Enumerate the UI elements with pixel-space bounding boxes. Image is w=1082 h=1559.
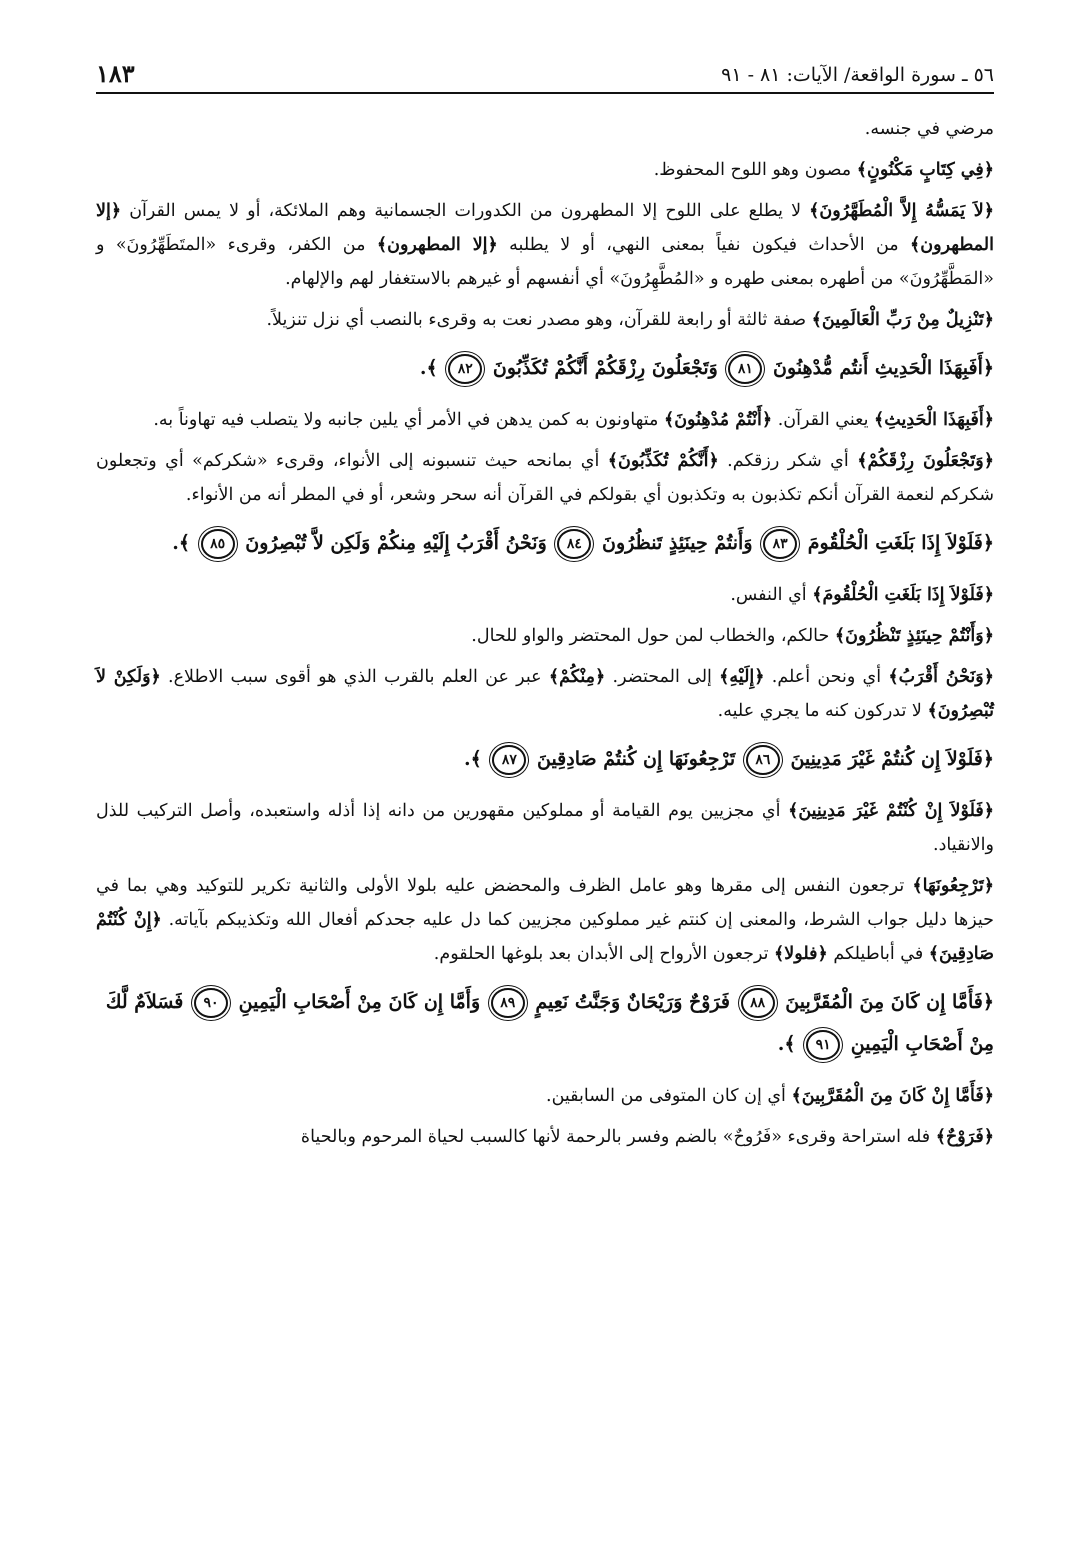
quoted-verse-phrase: ﴿فِي كِتَابٍ مَكْنُونٍ﴾ <box>856 160 994 180</box>
commentary-text: إلى المحتضر. <box>605 667 720 687</box>
quoted-verse-phrase: ﴿أَفَبِهَذَا الْحَدِيثِ﴾ <box>874 410 994 430</box>
verse-block-86-87 <box>96 738 994 780</box>
verse-block-81-82 <box>96 347 994 389</box>
page-number: ١٨٣ <box>96 59 135 88</box>
commentary-text: مصون وهو اللوح المحفوظ. <box>653 160 857 180</box>
ayah-number-marker: ٨٦ <box>746 745 780 775</box>
commentary-text: أي ونحن أعلم. <box>764 667 889 687</box>
ayah-number-marker: ٨٨ <box>741 988 775 1018</box>
verse-text: ﴿فَلَوْلاَ إِن كُنتُمْ غَيْرَ مَدِينِينَ <box>790 748 994 770</box>
quoted-verse-phrase: ﴿تَنْزِيلٌ مِنْ رَبِّ الْعَالَمِينَ﴾ <box>811 310 994 330</box>
commentary-text: يعني القرآن. <box>772 410 875 430</box>
running-title: ٥٦ ـ سورة الواقعة/ الآيات: ٨١ - ٩١ <box>721 64 994 86</box>
commentary-paragraph <box>96 1120 994 1154</box>
page-body <box>96 112 994 1161</box>
commentary-paragraph <box>96 194 994 296</box>
commentary-paragraph <box>96 444 994 512</box>
quoted-verse-phrase: ﴿فَلَوْلاَ إِذَا بَلَغَتِ الْحُلْقُومَ﴾ <box>812 585 994 605</box>
commentary-paragraph <box>96 112 994 146</box>
verse-end: ﴾. <box>172 532 190 554</box>
verse-block-88-91 <box>96 981 994 1065</box>
commentary-paragraph <box>96 303 994 337</box>
commentary-paragraph <box>96 660 994 728</box>
commentary-text: لا تدركون كنه ما يجري عليه. <box>717 701 928 721</box>
commentary-text: عبر عن العلم بالقرب الذي هو أقوى سبب الاطلاع. <box>160 667 549 687</box>
quoted-verse-phrase: ﴿وَنَحْنُ أَقْرَبُ﴾ <box>888 667 994 687</box>
ayah-number-marker: ٨٢ <box>448 354 482 384</box>
quoted-verse-phrase: ﴿فَرَوْحٌ﴾ <box>935 1127 994 1147</box>
verse-text: وَتَجْعَلُونَ رِزْقَكُمْ أَنَّكُمْ تُكَذِّبُونَ <box>492 357 718 379</box>
ayah-number-marker: ٨٥ <box>201 529 235 559</box>
ayah-number-marker: ٨٤ <box>557 529 591 559</box>
quoted-verse-phrase: ﴿إِنْ كُنْتُمْ صَادِقِينَ﴾ <box>96 910 994 964</box>
ayah-number-marker: ٨١ <box>728 354 762 384</box>
ayah-number-marker: ٨٧ <box>492 745 526 775</box>
verse-text: وَنَحْنُ أَقْرَبُ إِلَيْهِ مِنكُمْ وَلَكِن لاَّ تُبْصِرُونَ <box>245 532 547 554</box>
commentary-text: أي بمانحه حيث تنسبونه إلى الأنواء، وقرىء «شكركم» أي وتجعلون شكركم لنعمة القرآن أنكم تكذبون به وتكذبون أي بقولكم في القرآن أنه سحر وشعر، أو في المطر أنه من الأنواء. <box>96 451 994 505</box>
quoted-verse-phrase: ﴿فَأَمَّا إِنْ كَانَ مِنَ الْمُقَرَّبِينَ﴾ <box>791 1086 994 1106</box>
commentary-group-5 <box>96 1079 994 1154</box>
quoted-verse-phrase: ﴿وَتَجْعَلُونَ رِزْقَكُمْ﴾ <box>857 451 994 471</box>
commentary-group-1 <box>96 112 994 337</box>
commentary-text: ترجعون الأرواح إلى الأبدان بعد بلوغها الحلقوم. <box>433 944 775 964</box>
quoted-verse-phrase: ﴿مِنْكُمْ﴾ <box>548 667 606 687</box>
commentary-paragraph <box>96 794 994 862</box>
verse-end: ﴾. <box>777 1033 796 1055</box>
ayah-number-marker: ٩١ <box>806 1030 840 1060</box>
page-header <box>96 52 994 94</box>
quoted-verse-phrase: ﴿فلولا﴾ <box>774 944 828 964</box>
commentary-group-4 <box>96 794 994 971</box>
commentary-paragraph <box>96 1079 994 1113</box>
quoted-verse-phrase: ﴿وَلَكِنْ لاَ تُبْصِرُونَ﴾ <box>96 667 994 721</box>
quoted-verse-phrase: ﴿أَنَّكُمْ تُكَذِّبُونَ﴾ <box>607 451 719 471</box>
commentary-paragraph <box>96 869 994 971</box>
verse-end: ﴾. <box>463 748 482 770</box>
quoted-verse-phrase: ﴿إلا المطهرون﴾ <box>376 235 498 255</box>
commentary-text: من الكفر، وقرىء «المتَطَهِّرُونَ» و «المَطَّهِّرُونَ» من أطهره بمعنى طهره و «المُطَّهِرُونَ» أي أنفسهم أو غيرهم بالاستغفار لهم والإلهام. <box>96 235 994 289</box>
quoted-verse-phrase: ﴿إلا المطهرون﴾ <box>96 201 994 255</box>
verse-text: فَسَلاَمٌ لَّكَ مِنْ أَصْحَابِ الْيَمِينِ <box>105 991 994 1055</box>
commentary-paragraph <box>96 153 994 187</box>
quoted-verse-phrase: ﴿أَنْتُمْ مُدْهِنُونَ﴾ <box>663 410 773 430</box>
verse-text: ﴿أَفَبِهَذَا الْحَدِيثِ أَنتُم مُّدْهِنُونَ <box>773 357 994 379</box>
commentary-text: مرضي في جنسه. <box>864 119 994 139</box>
quoted-verse-phrase: ﴿إِلَيْهِ﴾ <box>719 667 765 687</box>
quoted-verse-phrase: ﴿تَرْجِعُونَهَا﴾ <box>912 876 994 896</box>
verse-text: ﴿فَأَمَّا إِن كَانَ مِنَ الْمُقَرَّبِينَ <box>785 991 994 1013</box>
ayah-number-marker: ٩٠ <box>194 988 228 1018</box>
verse-end: ﴾. <box>419 357 438 379</box>
commentary-group-3 <box>96 578 994 728</box>
verse-text: وَأَنتُمْ حِينَئِذٍ تَنظُرُونَ <box>602 532 753 554</box>
commentary-text: في أباطيلكم <box>827 944 929 964</box>
commentary-text: أي النفس. <box>730 585 813 605</box>
verse-text: ﴿فَلَوْلاَ إِذَا بَلَغَتِ الْحُلْقُومَ <box>807 532 994 554</box>
ayah-number-marker: ٨٩ <box>491 988 525 1018</box>
commentary-text: فله استراحة وقرىء «فَرُوحٌ» بالضم وفسر بالرحمة لأنها كالسبب لحياة المرحوم وبالحياة <box>300 1127 936 1147</box>
commentary-paragraph <box>96 403 994 437</box>
quoted-verse-phrase: ﴿وَأَنْتُمْ حِينَئِذٍ تَنْظُرُونَ﴾ <box>834 626 994 646</box>
commentary-text: أي شكر رزقكم. <box>718 451 858 471</box>
commentary-text: من الأحداث فيكون نفياً بمعنى النهي، أو لا يطلبه <box>497 235 911 255</box>
quoted-verse-phrase: ﴿لاَ يَمَسُّهُ إِلاَّ الْمُطَهَّرُونَ﴾ <box>809 201 994 221</box>
commentary-text: أي إن كان المتوفى من السابقين. <box>546 1086 792 1106</box>
commentary-text: صفة ثالثة أو رابعة للقرآن، وهو مصدر نعت به وقرىء بالنصب أي نزل تنزيلاً. <box>266 310 812 330</box>
ayah-number-marker: ٨٣ <box>763 529 797 559</box>
verse-block-83-85 <box>96 522 994 564</box>
commentary-paragraph <box>96 619 994 653</box>
commentary-group-2 <box>96 403 994 512</box>
commentary-text: لا يطلع على اللوح إلا المطهرون من الكدورات الجسمانية وهم الملائكة، أو لا يمس القرآن <box>121 201 810 221</box>
quoted-verse-phrase: ﴿فَلَوْلاَ إِنْ كُنْتُمْ غَيْرَ مَدِينِينَ﴾ <box>788 801 994 821</box>
commentary-paragraph <box>96 578 994 612</box>
commentary-text: ترجعون النفس إلى مقرها وهو عامل الظرف والمحضض عليه بلولا الأولى والثانية تكرير للتوكيد وهي بما في حيزها دليل جواب الشرط، والمعنى إن كنتم غير مملوكين مجزيين كما دل عليه جحدكم أفعال الله وتكذيبكم بآياته. <box>96 876 994 930</box>
verse-text: تَرْجِعُونَهَا إِن كُنتُمْ صَادِقِينَ <box>536 748 736 770</box>
verse-text: وَأَمَّا إِن كَانَ مِنْ أَصْحَابِ الْيَمِينِ <box>238 991 481 1013</box>
commentary-text: متهاونون به كمن يدهن في الأمر أي يلين جانبه ولا يتصلب فيه تهاوناً به. <box>153 410 664 430</box>
commentary-text: أي مجزيين يوم القيامة أو مملوكين مقهورين من دانه إذا أذله واستعبده، وأصل التركيب للذل والانقياد. <box>96 801 994 855</box>
verse-text: فَرَوْحٌ وَرَيْحَانٌ وَجَنَّتُ نَعِيمٍ <box>535 991 731 1013</box>
commentary-text: حالكم، والخطاب لمن حول المحتضر والواو للحال. <box>471 626 835 646</box>
